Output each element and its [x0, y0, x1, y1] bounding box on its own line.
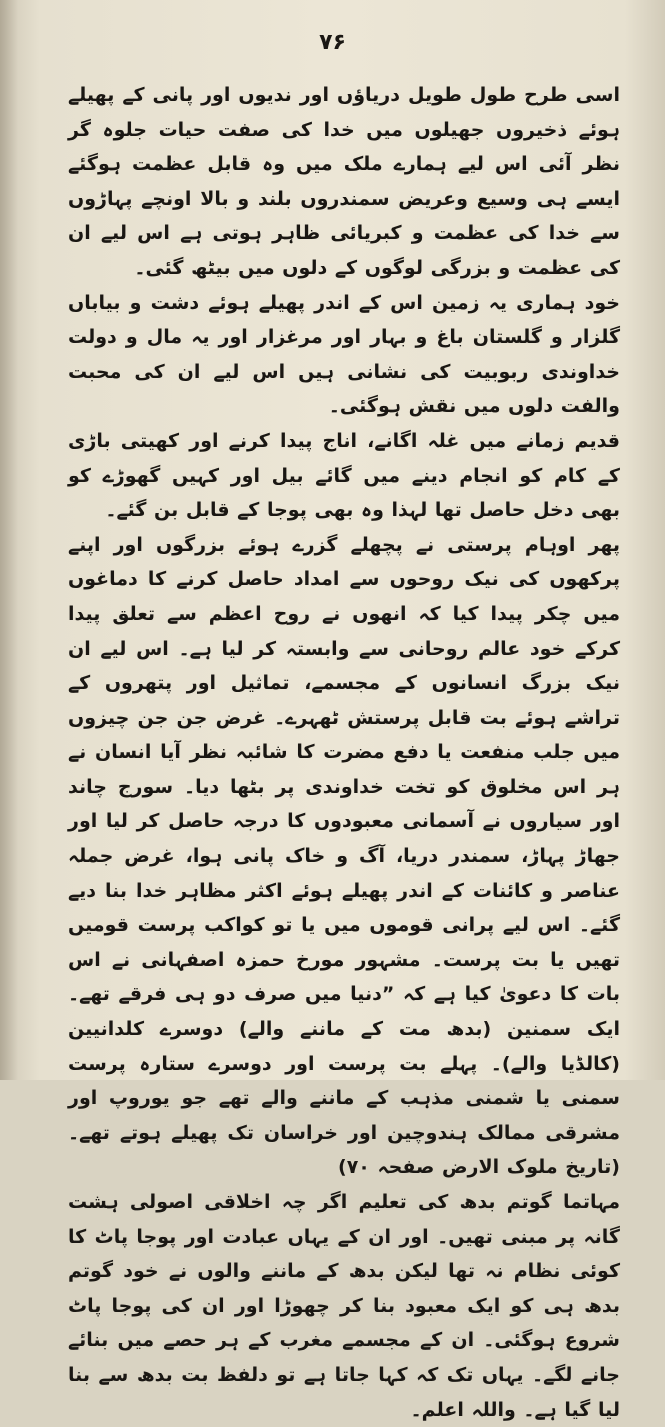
- paragraph-rivers: اسی طرح طول طویل دریاؤں اور ندیوں اور پانی کے پھیلے ہوئے ذخیروں جھیلوں میں خدا کی صفت حیات جلوہ گر نظر آئی اس لیے ہمارے ملک میں وہ قابل عظمت ہوگئے ایسے ہی وسیع وعریض سمندروں بلند و بالا اونچے پہاڑوں سے خدا کی عظمت و کبریائی ظاہر ہوتی ہے اس لیے ان کی عظمت و بزرگی لوگوں کے دلوں میں بیٹھ گئی۔: [68, 84, 620, 279]
- body-text: [68, 78, 620, 1427]
- paragraph-buddha: مہاتما گوتم بدھ کی تعلیم اگر چہ اخلاقی اصولی ہشت گانہ پر مبنی تھیں۔ اور ان کے یہاں عبادت اور پوجا پاٹ کا کوئی نظام نہ تھا لیکن بدھ کے ماننے والوں نے خود گوتم بدھ ہی کو ایک معبود بنا کر چھوڑا اور ان کی پوجا پاٹ شروع ہوگئی۔ ان کے مجسمے مغرب کے ہر حصے میں بنائے جانے لگے۔ یہاں تک کہ کہا جاتا ہے تو دلفظ بت بدھ سے بنا لیا گیا ہے۔ واللہ اعلم۔: [68, 1191, 620, 1421]
- binding-shadow: [0, 0, 18, 1080]
- paragraph-ancient-times: قدیم زمانے میں غلہ اگانے، اناج پیدا کرنے اور کھیتی باڑی کے کام کو انجام دینے میں گائے بیل اور کہیں گھوڑے کو بھی دخل حاصل تھا لہذا وہ بھی پوجا کے قابل بن گئے۔: [68, 429, 620, 522]
- paragraph-superstition: پھر اوہام پرستی نے پچھلے گزرے ہوئے بزرگوں اور اپنے پرکھوں کی نیک روحوں سے امداد حاصل کرنے کا دماغوں میں چکر پیدا کیا کہ انھوں نے روح اعظم سے تعلق پیدا کرکے خود عالم روحانی سے وابستہ کر لیا ہے۔ اس لیے ان نیک بزرگ انسانوں کے مجسمے، تماثیل اور پتھروں کے تراشے ہوئے بت قابل پرستش ٹھہرے۔ غرض جن جن چیزوں میں جلب منفعت یا دفع مضرت کا شائبہ نظر آیا انسان نے ہر اس مخلوق کو تخت خداوندی پر بٹھا دیا۔ سورج چاند اور سیاروں نے آسمانی معبودوں کا درجہ حاصل کر لیا اور جھاڑ پہاڑ، سمندر دریا، آگ و خاک پانی ہوا، غرض جملہ عناصر و کائنات کے اندر پھیلے ہوئے اکثر مظاہر خدا بنا دیے گئے۔ اس لیے پرانی قوموں میں یا تو کواکب پرست قومیں تھیں یا بت پرست۔ مشہور مورخ حمزہ اصفہانی نے اس بات کا دعویٰ کیا ہے کہ ”دنیا میں صرف دو ہی فرقے تھے۔ ایک سمنین (بدھ مت کے ماننے والے) دوسرے کلدانیین (کالڈیا والے)۔ پہلے بت پرست اور دوسرے ستارہ پرست سمنی یا شمنی مذہب کے ماننے والے تھے جو یوروپ اور مشرقی ممالک ہندوچین اور خراسان تک پھیلے ہوتے تھے۔ (تاریخ ملوک الارض صفحہ ۷۰): [68, 533, 620, 1179]
- paragraph-earth: خود ہماری یہ زمین اس کے اندر پھیلے ہوئے دشت و بیاباں گلزار و گلستان باغ و بہار اور مرغزار اور یہ مال و دولت خداوندی ربوبیت کی نشانی ہیں اس لیے ان کی محبت والفت دلوں میں نقش ہوگئی۔: [68, 291, 620, 418]
- page-number: ۷۶: [319, 30, 346, 55]
